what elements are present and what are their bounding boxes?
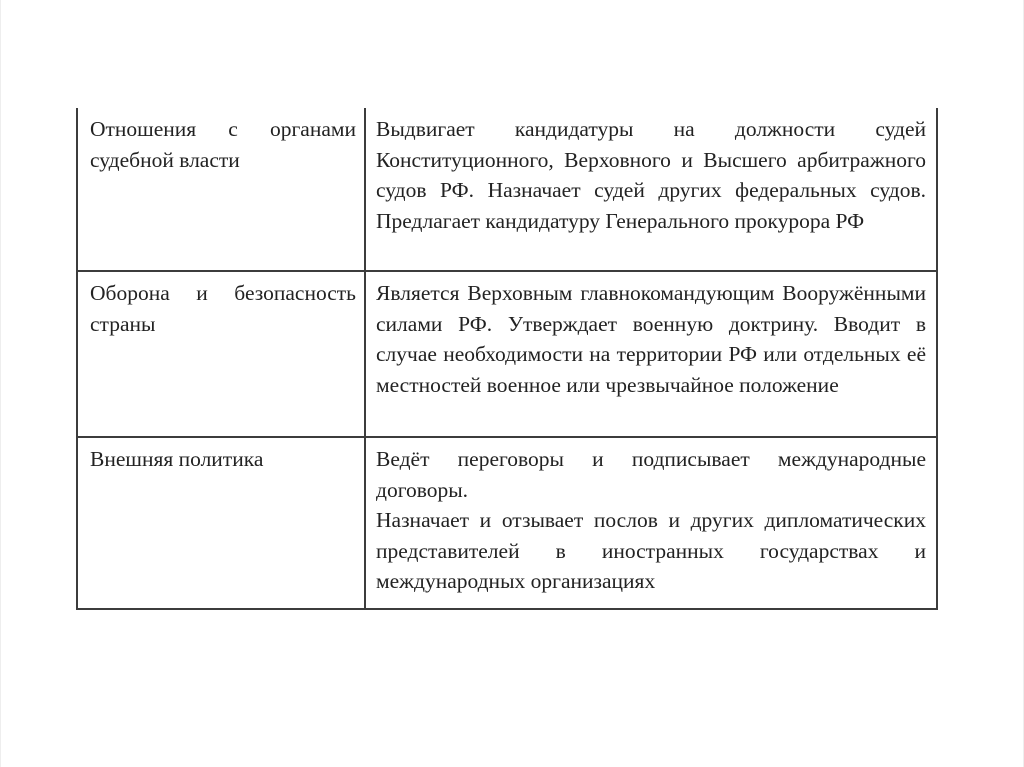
president-powers-table: [76, 108, 938, 610]
powers-cell: [365, 108, 937, 271]
powers-text: Является Верховным главнокомандующим Вооружёнными силами РФ. Утверждает военную доктрину. Вводит в случае необходимости на территории РФ или отдельных её местностей военное или чрезвычайное положение: [376, 281, 926, 397]
table-row: [77, 437, 937, 609]
powers-cell: [365, 271, 937, 437]
powers-cell: [365, 437, 937, 609]
area-text: Отношения с органами судебной власти: [90, 117, 356, 172]
powers-text: Выдвигает кандидатуры на должности судей Конституционного, Верховного и Высшего арбитражного судов РФ. Назначает судей других федеральных судов. Предлагает кандидатуру Генерального прокурора РФ: [376, 117, 926, 233]
area-text: Оборона и безопасность страны: [90, 281, 356, 336]
powers-text: Назначает и отзывает послов и других дипломатических представителей в иностранных государствах и международных организациях: [376, 508, 926, 593]
table-row: [77, 271, 937, 437]
area-cell: [77, 437, 365, 609]
area-cell: [77, 108, 365, 271]
table-row: [77, 108, 937, 271]
area-text: Внешняя политика: [90, 447, 264, 471]
powers-text: Ведёт переговоры и подписывает международные договоры.: [376, 447, 926, 502]
area-cell: [77, 271, 365, 437]
